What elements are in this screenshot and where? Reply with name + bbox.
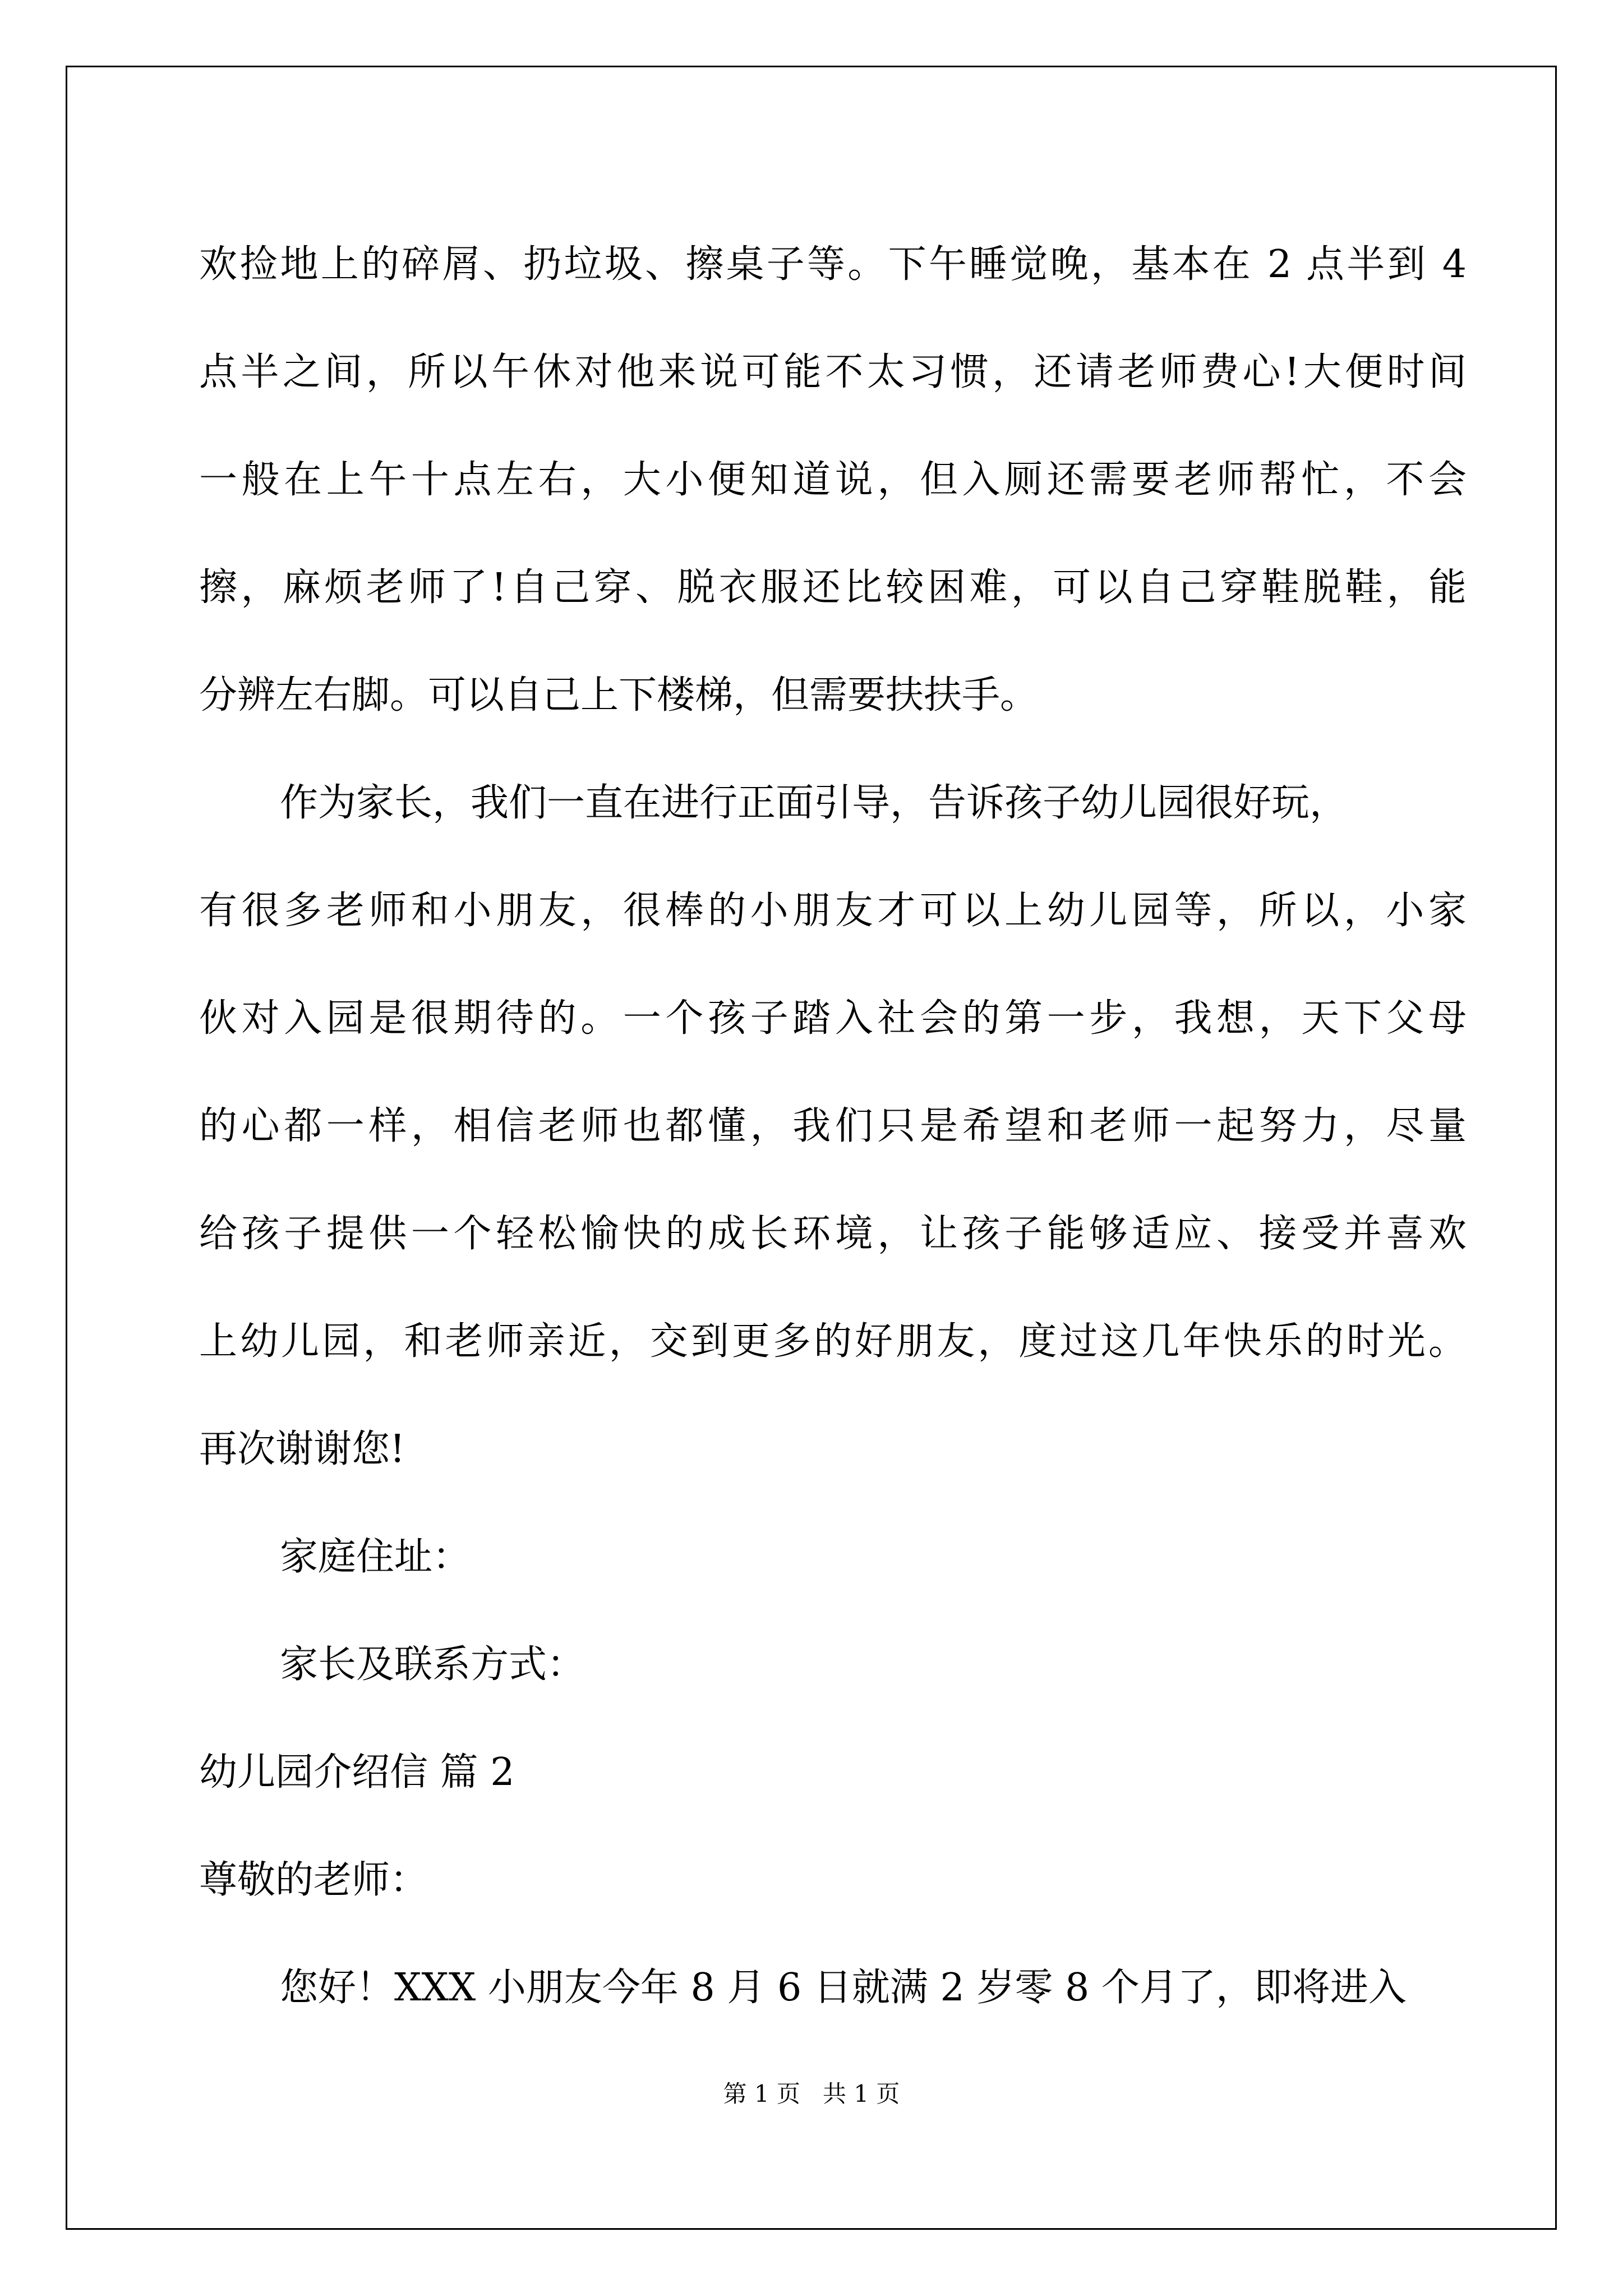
text-line: 的心都一样，相信老师也都懂，我们只是希望和老师一起努力，尽量 xyxy=(199,1104,1467,1148)
section-heading: 幼儿园介绍信 篇 2 xyxy=(199,1750,515,1795)
text-line: 上幼儿园，和老师亲近，交到更多的好朋友，度过这几年快乐的时光。 xyxy=(199,1319,1467,1364)
contact-label: 家长及联系方式： xyxy=(280,1642,585,1687)
text-line: 有很多老师和小朋友，很棒的小朋友才可以上幼儿园等，所以，小家 xyxy=(199,889,1467,933)
text-line: 您好！XXX 小朋友今年 8 月 6 日就满 2 岁零 8 个月了，即将进入 xyxy=(280,1966,1407,2010)
document-body xyxy=(199,211,1467,2042)
address-label: 家庭住址： xyxy=(280,1535,471,1579)
text-line: 点半之间，所以午休对他来说可能不太习惯，还请老师费心!大便时间 xyxy=(199,350,1467,394)
salutation: 尊敬的老师： xyxy=(199,1858,428,1902)
text-line: 再次谢谢您! xyxy=(199,1427,405,1471)
text-line: 给孩子提供一个轻松愉快的成长环境，让孩子能够适应、接受并喜欢 xyxy=(199,1212,1467,1256)
text-line: 擦，麻烦老师了!自己穿、脱衣服还比较困难，可以自己穿鞋脱鞋，能 xyxy=(199,565,1467,610)
text-line: 欢捡地上的碎屑、扔垃圾、擦桌子等。下午睡觉晚，基本在 2 点半到 4 xyxy=(199,242,1467,287)
page-number: 第 1 页 xyxy=(723,2080,800,2108)
text-line: 一般在上午十点左右，大小便知道说，但入厕还需要老师帮忙，不会 xyxy=(199,458,1467,502)
page-total: 共 1 页 xyxy=(823,2080,900,2108)
page-footer xyxy=(0,2076,1623,2109)
text-line: 作为家长，我们一直在进行正面引导，告诉孩子幼儿园很好玩， xyxy=(280,781,1348,825)
text-line: 分辨左右脚。可以自己上下楼梯，但需要扶扶手。 xyxy=(199,673,1039,717)
text-line: 伙对入园是很期待的。一个孩子踏入社会的第一步，我想，天下父母 xyxy=(199,996,1467,1041)
